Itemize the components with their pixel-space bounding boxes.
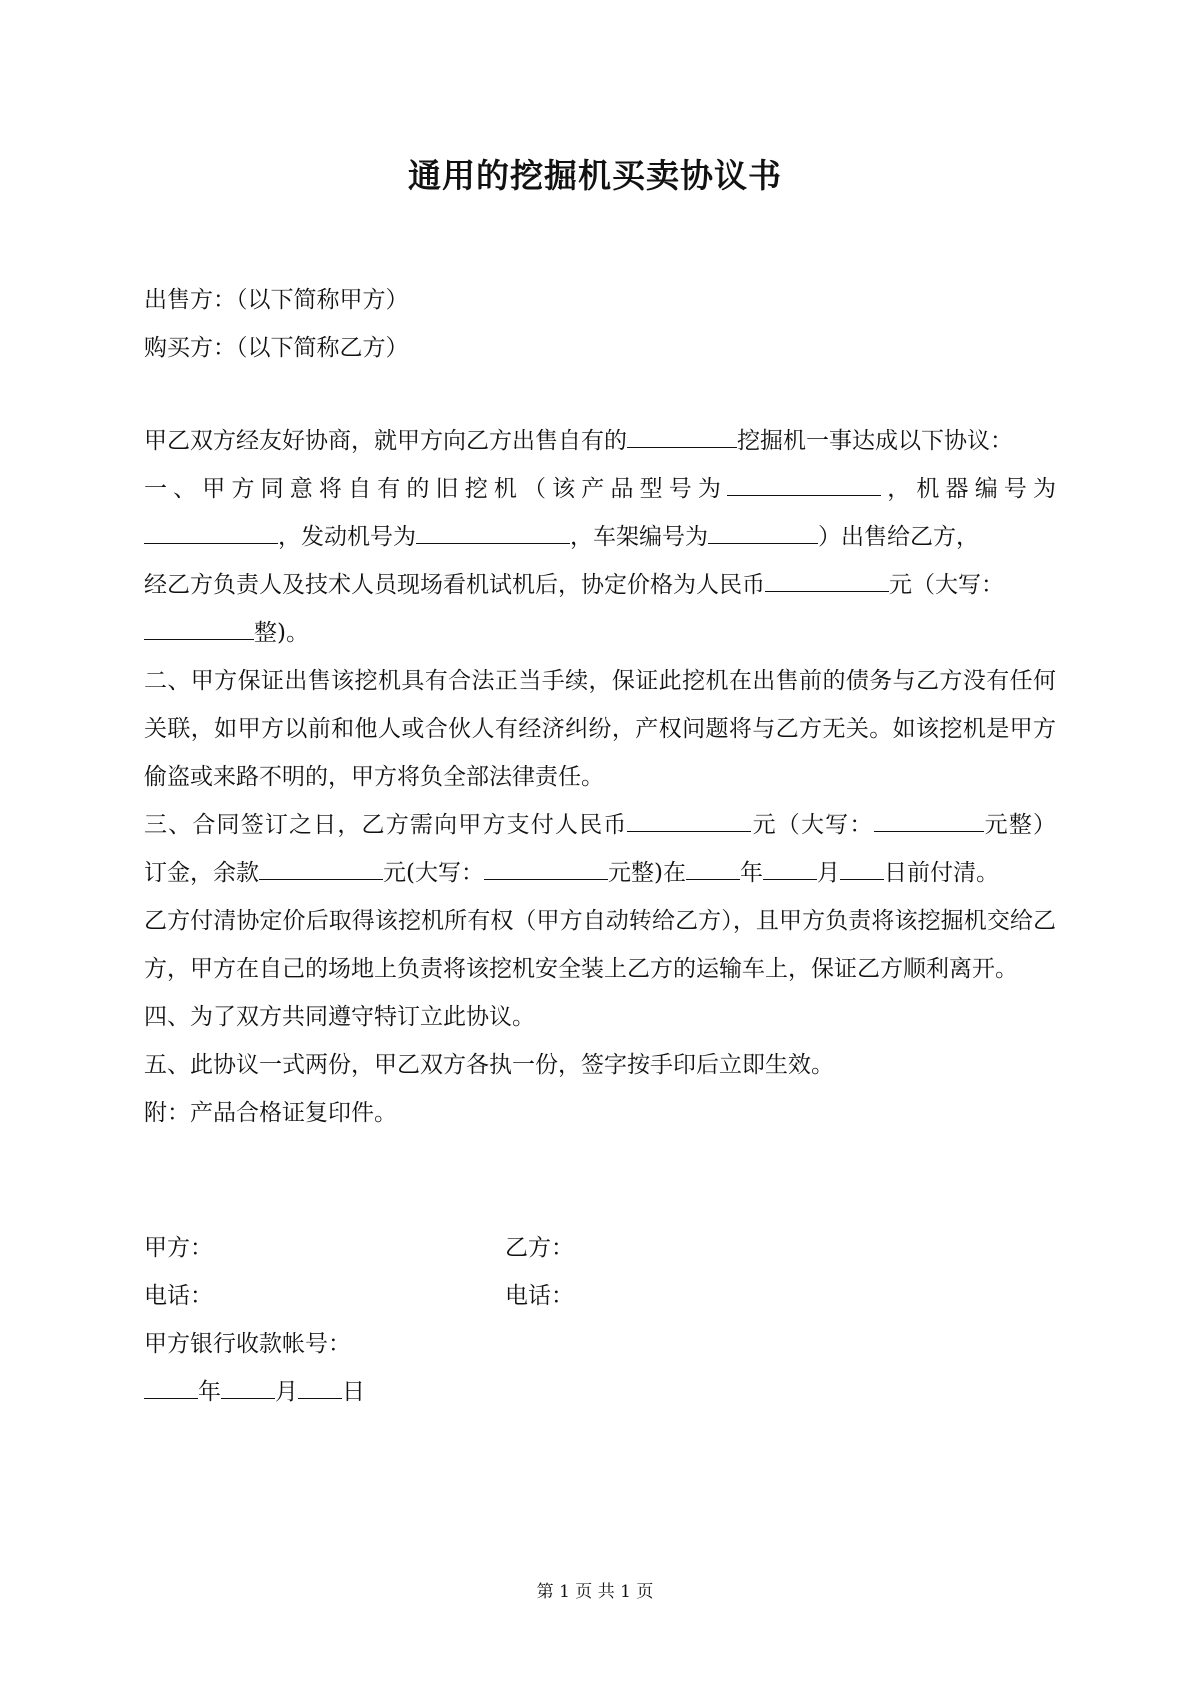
clause1-text-e: ）出售给乙方， xyxy=(818,524,979,550)
clause3-paragraph-rest: 乙方付清协定价后取得该挖机所有权（甲方自动转给乙方），且甲方负责将该挖掘机交给乙方，甲方在自己的场地上负责将该挖机安全装上乙方的运输车上，保证乙方顺利离开。 xyxy=(144,908,1056,982)
clause3-text-b: 元（大写： xyxy=(751,812,874,838)
clause3-line1 xyxy=(144,801,1056,849)
clause3-text-i: 日前付清。 xyxy=(883,860,999,886)
clause1-line3 xyxy=(144,561,1056,609)
model-number-blank[interactable] xyxy=(727,475,881,496)
clause1-line1 xyxy=(144,465,1056,513)
deposit-blank[interactable] xyxy=(627,811,751,832)
clause1-text-a: 一、甲方同意将自有的旧挖机（该产品型号为 xyxy=(144,476,728,502)
phone-a-label: 电话： xyxy=(144,1283,213,1309)
deposit-uppercase-blank[interactable] xyxy=(874,811,984,832)
party-a-label: 甲方： xyxy=(144,1235,213,1261)
parties-section xyxy=(144,276,1056,372)
bank-account-label: 甲方银行收款帐号： xyxy=(144,1331,351,1357)
party-b-label: 乙方： xyxy=(505,1235,574,1261)
sign-day-label: 日 xyxy=(342,1379,365,1405)
engine-number-blank[interactable] xyxy=(416,523,570,544)
intro-text-before: 甲乙双方经友好协商，就甲方向乙方出售自有的 xyxy=(144,428,627,454)
clause1-text-d: ，车架编号为 xyxy=(570,524,708,550)
phone-b-label: 电话： xyxy=(505,1283,574,1309)
clause5-paragraph: 五、此协议一式两份，甲乙双方各执一份，签字按手印后立即生效。 xyxy=(144,1052,834,1078)
clause3-text-c: 元整） xyxy=(983,812,1057,838)
sign-year-blank[interactable] xyxy=(144,1378,198,1399)
clause1-line2 xyxy=(144,513,1056,561)
signature-section xyxy=(144,1224,1056,1416)
agreement-body xyxy=(144,417,1056,1137)
clause3-text-g: 年 xyxy=(739,860,763,886)
signature-party-row xyxy=(144,1224,1056,1272)
intro-paragraph xyxy=(144,417,1056,465)
payment-year-blank[interactable] xyxy=(686,859,740,880)
clause3-text-a: 三、合同签订之日，乙方需向甲方支付人民币 xyxy=(144,812,628,838)
clause4-paragraph: 四、为了双方共同遵守特订立此协议。 xyxy=(144,1004,535,1030)
balance-uppercase-blank[interactable] xyxy=(484,859,608,880)
clause1-text-h: 整)。 xyxy=(254,620,309,646)
seller-line: 出售方：（以下简称甲方） xyxy=(144,287,409,313)
clause1-line4 xyxy=(144,609,1056,657)
clause3-text-d: 订金，余款 xyxy=(144,860,259,886)
intro-text-after: 挖掘机一事达成以下协议： xyxy=(737,428,1013,454)
document-title: 通用的挖掘机买卖协议书 xyxy=(408,156,782,195)
signature-date-row xyxy=(144,1368,1056,1416)
balance-blank[interactable] xyxy=(259,859,383,880)
sign-month-blank[interactable] xyxy=(221,1378,275,1399)
bank-account-row xyxy=(144,1320,1056,1368)
clause1-text-c: ，发动机号为 xyxy=(278,524,416,550)
machine-number-blank[interactable] xyxy=(144,523,278,544)
sign-month-label: 月 xyxy=(275,1379,298,1405)
clause2-paragraph: 二、甲方保证出售该挖机具有合法正当手续，保证此挖机在出售前的债务与乙方没有任何关联，如甲方以前和他人或合伙人有经济纠纷，产权问题将与乙方无关。如该挖机是甲方偷盗或来路不明的，甲方将负全部法律责任。 xyxy=(144,668,1056,790)
attachment-note: 附：产品合格证复印件。 xyxy=(144,1100,397,1126)
clause3-text-h: 月 xyxy=(816,860,840,886)
signature-phone-row xyxy=(144,1272,1056,1320)
price-blank[interactable] xyxy=(765,571,889,592)
clause1-text-b: ，机器编号为 xyxy=(881,476,1057,502)
clause1-text-f: 经乙方负责人及技术人员现场看机试机后，协定价格为人民币 xyxy=(144,572,765,598)
excavator-blank[interactable] xyxy=(627,427,737,448)
price-uppercase-blank[interactable] xyxy=(144,619,254,640)
sign-year-label: 年 xyxy=(198,1379,221,1405)
clause1-text-g: 元（大写： xyxy=(889,572,1004,598)
frame-number-blank[interactable] xyxy=(708,523,818,544)
buyer-line: 购买方：（以下简称乙方） xyxy=(144,335,409,361)
clause3-line2 xyxy=(144,849,1056,897)
sign-day-blank[interactable] xyxy=(298,1378,342,1399)
clause3-text-e: 元(大写： xyxy=(383,860,484,886)
clause3-text-f: 元整)在 xyxy=(607,860,686,886)
payment-day-blank[interactable] xyxy=(840,859,884,880)
payment-month-blank[interactable] xyxy=(763,859,817,880)
page-number-footer: 第 1 页 共 1 页 xyxy=(536,1582,654,1602)
